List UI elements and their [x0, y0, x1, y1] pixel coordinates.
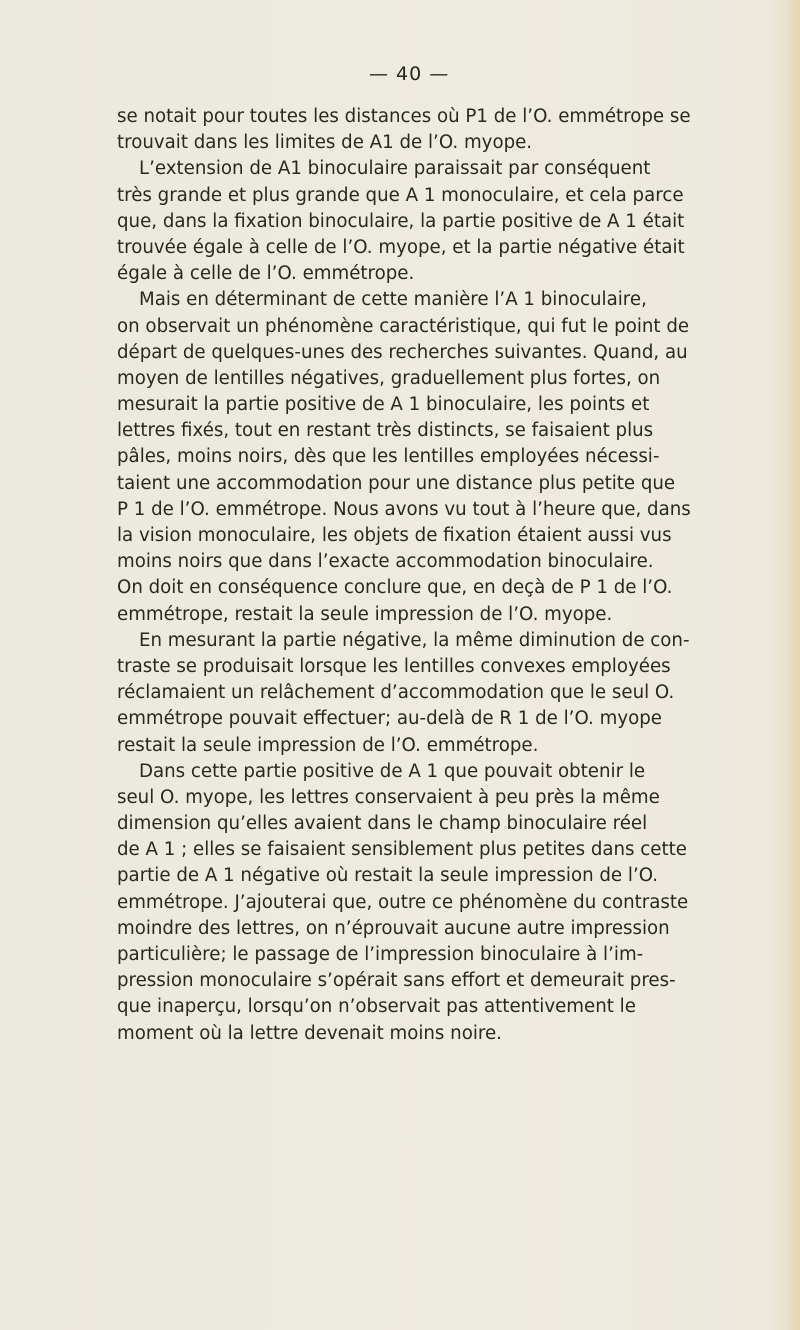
text-line: mesurait la partie positive de A 1 binoculaire, les points et — [117, 394, 650, 416]
text-line: P 1 de l’O. emmétrope. Nous avons vu tout à l’heure que, dans — [117, 498, 691, 520]
text-line: On doit en conséquence conclure que, en deçà de P 1 de l’O. — [117, 577, 673, 599]
text-line: moment où la lettre devenait moins noire. — [117, 1022, 502, 1044]
text-line: égale à celle de l’O. emmétrope. — [117, 263, 415, 285]
text-line: L’extension de A1 binoculaire paraissait par conséquent — [139, 158, 651, 180]
text-line: on observait un phénomène caractéristique, qui fut le point de — [117, 315, 690, 337]
text-line: lettres fixés, tout en restant très distincts, se faisaient plus — [117, 420, 654, 442]
text-line: départ de quelques-unes des recherches suivantes. Quand, au — [117, 341, 688, 363]
text-line: dimension qu’elles avaient dans le champ binoculaire réel — [117, 813, 648, 835]
text-line: Mais en déterminant de cette manière l’A 1 binoculaire, — [139, 289, 647, 311]
text-line: pression monoculaire s’opérait sans effort et demeurait pres- — [117, 970, 676, 992]
text-line: pâles, moins noirs, dès que les lentilles employées nécessi- — [117, 446, 660, 468]
text-line: que inaperçu, lorsqu’on n’observait pas attentivement le — [117, 996, 636, 1018]
text-line: taient une accommodation pour une distance plus petite que — [117, 472, 676, 494]
text-line: emmétrope pouvait effectuer; au-delà de R 1 de l’O. myope — [117, 708, 662, 730]
body-text — [117, 104, 797, 1047]
text-line: particulière; le passage de l’impression binoculaire à l’im- — [117, 944, 644, 965]
page-number: — 40 — — [369, 63, 450, 85]
text-line: emmétrope. J’ajouterai que, outre ce phénomène du contraste — [117, 891, 689, 913]
text-line: que, dans la fixation binoculaire, la partie positive de A 1 était — [117, 210, 685, 232]
text-line: réclamaient un relâchement d’accommodation que le seul O. — [117, 682, 675, 704]
text-line: restait la seule impression de l’O. emmétrope. — [117, 734, 539, 756]
text-line: moyen de lentilles négatives, graduellement plus fortes, on — [117, 367, 661, 389]
text-line: moindre des lettres, on n’éprouvait aucune autre impression — [117, 917, 670, 939]
text-line: la vision monoculaire, les objets de fixation étaient aussi vus — [117, 525, 672, 546]
text-line: emmétrope, restait la seule impression de l’O. myope. — [117, 603, 613, 625]
text-line: traste se produisait lorsque les lentilles convexes employées — [117, 655, 671, 677]
text-line: Dans cette partie positive de A 1 que pouvait obtenir le — [139, 760, 646, 782]
text-line: se notait pour toutes les distances où P1 de l’O. emmétrope se — [117, 106, 691, 127]
text-line: très grande et plus grande que A 1 monoculaire, et cela parce — [117, 184, 684, 206]
text-line: En mesurant la partie négative, la même diminution de con- — [139, 629, 690, 651]
text-line: trouvée égale à celle de l’O. myope, et la partie négative était — [117, 236, 685, 258]
text-line: moins noirs que dans l’exacte accommodation binoculaire. — [117, 551, 654, 573]
text-line: trouvait dans les limites de A1 de l’O. myope. — [117, 132, 533, 154]
text-line: partie de A 1 négative où restait la seule impression de l’O. — [117, 865, 659, 887]
text-line: seul O. myope, les lettres conservaient à peu près la même — [117, 786, 660, 808]
text-line: de A 1 ; elles se faisaient sensiblement plus petites dans cette — [117, 839, 687, 861]
